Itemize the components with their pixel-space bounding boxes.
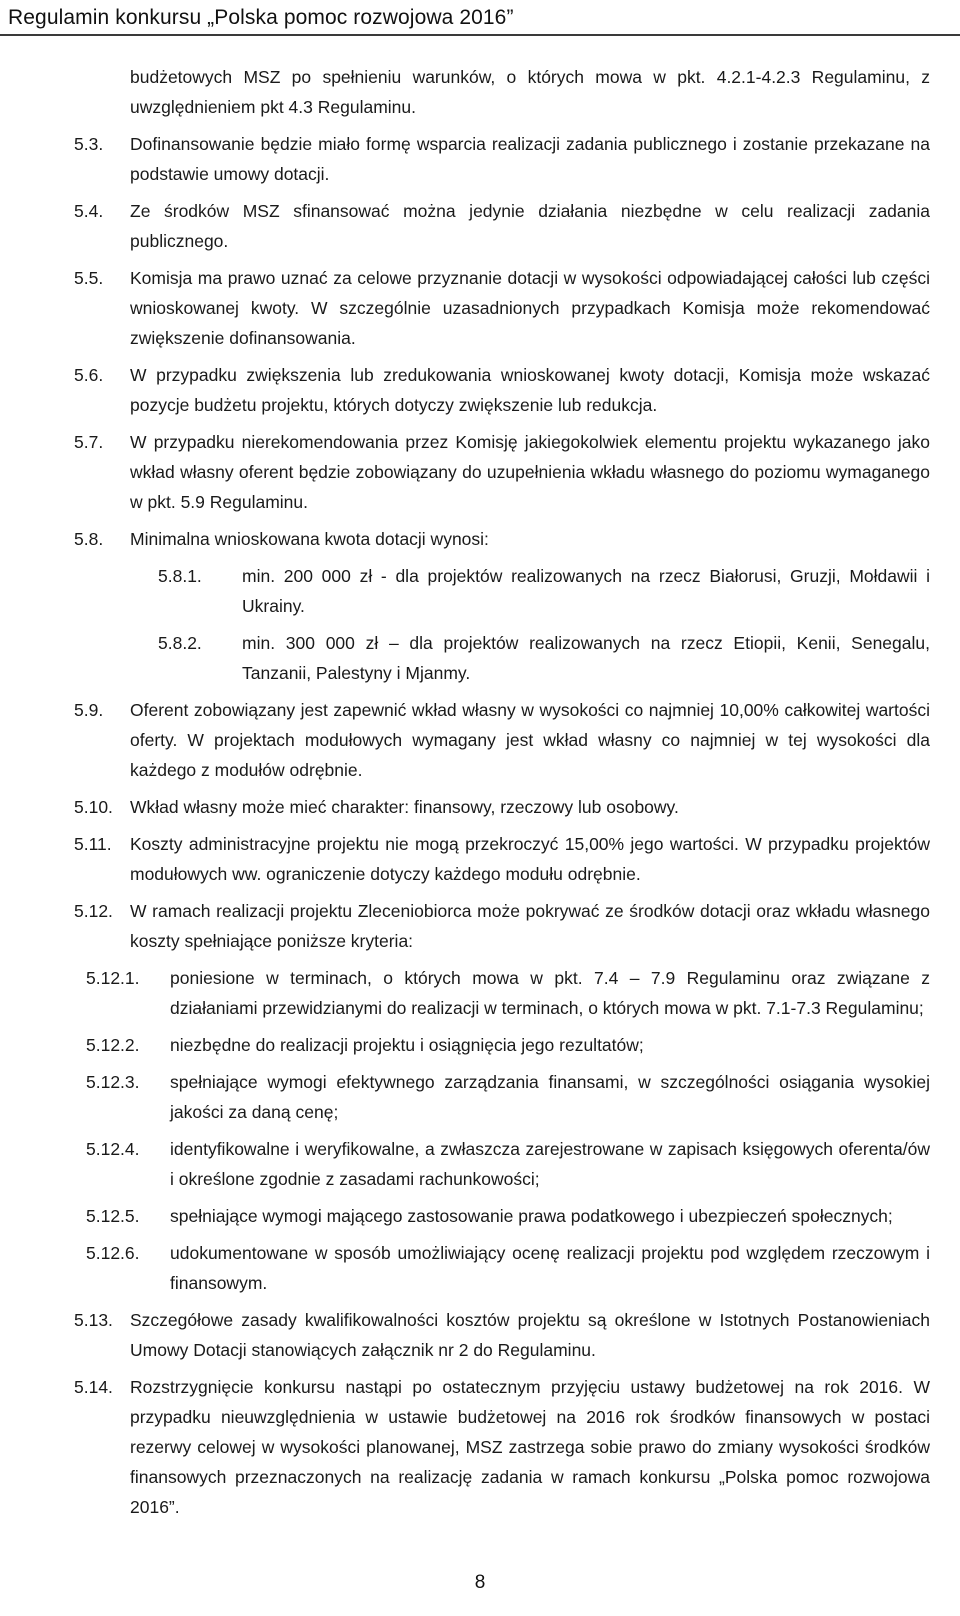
item-text: Dofinansowanie będzie miało formę wsparcia realizacji zadania publicznego i zostanie przekazane na podstawie umowy dotacji. bbox=[130, 134, 930, 184]
item-number: 5.12. bbox=[74, 901, 113, 921]
page-header bbox=[0, 0, 960, 40]
document-title: Regulamin konkursu „Polska pomoc rozwojowa 2016” bbox=[8, 6, 514, 29]
item-text: W ramach realizacji projektu Zleceniobiorca może pokrywać ze środków dotacji oraz wkładu własnego koszty spełniające poniższe kryteria: bbox=[130, 901, 930, 951]
list-item bbox=[74, 1305, 930, 1365]
item-number: 5.9. bbox=[74, 700, 104, 720]
item-text: Wkład własny może mieć charakter: finansowy, rzeczowy lub osobowy. bbox=[130, 797, 679, 817]
item-text: Ze środków MSZ sfinansować można jedynie działania niezbędne w celu realizacji zadania publicznego. bbox=[130, 201, 930, 251]
sub-item-text: min. 300 000 zł – dla projektów realizowanych na rzecz Etiopii, Kenii, Senegalu, Tanzanii, Palestyny i Mjanmy. bbox=[242, 633, 930, 683]
sub-list-item bbox=[74, 628, 930, 688]
list-item bbox=[74, 896, 930, 956]
item-number: 5.13. bbox=[74, 1310, 113, 1330]
item-number: 5.4. bbox=[74, 201, 104, 221]
item-text: Oferent zobowiązany jest zapewnić wkład własny w wysokości co najmniej 10,00% całkowitej wartości oferty. W projektach modułowych wymagany jest wkład własny co najmniej w tej wysokości dla każdego z modułów odrębnie. bbox=[130, 700, 930, 780]
page-number: 8 bbox=[474, 1572, 486, 1593]
list-item bbox=[74, 1372, 930, 1522]
list-item bbox=[74, 360, 930, 420]
sub-item-text: spełniające wymogi efektywnego zarządzania finansami, w szczególności osiągania wysokiej jakości za daną cenę; bbox=[170, 1072, 930, 1122]
item-number: 5.8. bbox=[74, 529, 104, 549]
sub-list-item bbox=[74, 1201, 930, 1231]
item-number: 5.7. bbox=[74, 432, 104, 452]
sub-item-number: 5.12.4. bbox=[86, 1139, 140, 1159]
item-text: Szczegółowe zasady kwalifikowalności kosztów projektu są określone w Istotnych Postanowieniach Umowy Dotacji stanowiących załącznik nr 2 do Regulaminu. bbox=[130, 1310, 930, 1360]
sub-list-item bbox=[74, 963, 930, 1023]
sub-list-item bbox=[74, 561, 930, 621]
item-number: 5.11. bbox=[74, 834, 112, 854]
sub-item-number: 5.12.1. bbox=[86, 968, 140, 988]
item-text: W przypadku zwiększenia lub zredukowania wnioskowanej kwoty dotacji, Komisja może wskazać pozycje budżetu projektu, których dotyczy zwiększenie lub redukcja. bbox=[130, 365, 930, 415]
item-text: Koszty administracyjne projektu nie mogą przekroczyć 15,00% jego wartości. W przypadku projektów modułowych ww. ograniczenie dotyczy każdego modułu odrębnie. bbox=[130, 834, 930, 884]
item-number: 5.6. bbox=[74, 365, 104, 385]
sub-list-item bbox=[74, 1030, 930, 1060]
item-text: Komisja ma prawo uznać za celowe przyznanie dotacji w wysokości odpowiadającej całości lub części wnioskowanej kwoty. W szczególnie uzasadnionych przypadkach Komisja może rekomendować zwiększenie dofinansowania. bbox=[130, 268, 930, 348]
sub-item-number: 5.12.6. bbox=[86, 1243, 140, 1263]
item-number: 5.10. bbox=[74, 797, 113, 817]
document-body bbox=[74, 62, 930, 1529]
sub-list-item bbox=[74, 1238, 930, 1298]
list-item bbox=[74, 792, 930, 822]
sub-item-text: udokumentowane w sposób umożliwiający ocenę realizacji projektu pod względem rzeczowym i finansowym. bbox=[170, 1243, 930, 1293]
item-text: Rozstrzygnięcie konkursu nastąpi po ostatecznym przyjęciu ustawy budżetowej na rok 2016. W przypadku nieuwzględnienia w ustawie budżetowej na 2016 rok środków finansowych w postaci rezerwy celowej w wysokości planowanej, MSZ zastrzega sobie prawo do zmiany wysokości środków finansowych przeznaczonych na realizację zadania w ramach konkursu „Polska pomoc rozwojowa 2016”. bbox=[130, 1377, 930, 1517]
item-text: W przypadku nierekomendowania przez Komisję jakiegokolwiek elementu projektu wykazanego jako wkład własny oferent będzie zobowiązany do uzupełnienia wkładu własnego do poziomu wymaganego w pkt. 5.9 Regulaminu. bbox=[130, 432, 930, 512]
list-item bbox=[74, 196, 930, 256]
sub-item-number: 5.12.2. bbox=[86, 1035, 140, 1055]
item-text: Minimalna wnioskowana kwota dotacji wynosi: bbox=[130, 529, 489, 549]
sub-item-text: identyfikowalne i weryfikowalne, a zwłaszcza zarejestrowane w zapisach księgowych oferenta/ów i określone zgodnie z zasadami rachunkowości; bbox=[170, 1139, 930, 1189]
sub-item-number: 5.8.2. bbox=[158, 633, 202, 653]
sub-item-number: 5.8.1. bbox=[158, 566, 202, 586]
list-item bbox=[74, 524, 930, 554]
item-number: 5.5. bbox=[74, 268, 104, 288]
sub-list-item bbox=[74, 1134, 930, 1194]
sub-item-number: 5.12.3. bbox=[86, 1072, 140, 1092]
list-item bbox=[74, 263, 930, 353]
sub-item-text: spełniające wymogi mającego zastosowanie prawa podatkowego i ubezpieczeń społecznych; bbox=[170, 1206, 893, 1226]
sub-item-text: min. 200 000 zł - dla projektów realizowanych na rzecz Białorusi, Gruzji, Mołdawii i Ukrainy. bbox=[242, 566, 930, 616]
header-divider bbox=[0, 34, 960, 36]
list-item bbox=[74, 427, 930, 517]
sub-item-number: 5.12.5. bbox=[86, 1206, 140, 1226]
list-item bbox=[74, 129, 930, 189]
continuation-paragraph: budżetowych MSZ po spełnieniu warunków, o których mowa w pkt. 4.2.1-4.2.3 Regulaminu, z uwzględnieniem pkt 4.3 Regulaminu. bbox=[130, 67, 930, 117]
item-number: 5.14. bbox=[74, 1377, 113, 1397]
sub-item-text: niezbędne do realizacji projektu i osiągnięcia jego rezultatów; bbox=[170, 1035, 644, 1055]
list-item bbox=[74, 829, 930, 889]
item-number: 5.3. bbox=[74, 134, 104, 154]
sub-item-text: poniesione w terminach, o których mowa w pkt. 7.4 – 7.9 Regulaminu oraz związane z działaniami przewidzianymi do realizacji w terminach, o których mowa w pkt. 7.1-7.3 Regulaminu; bbox=[170, 968, 930, 1018]
sub-list-item bbox=[74, 1067, 930, 1127]
list-item bbox=[74, 695, 930, 785]
